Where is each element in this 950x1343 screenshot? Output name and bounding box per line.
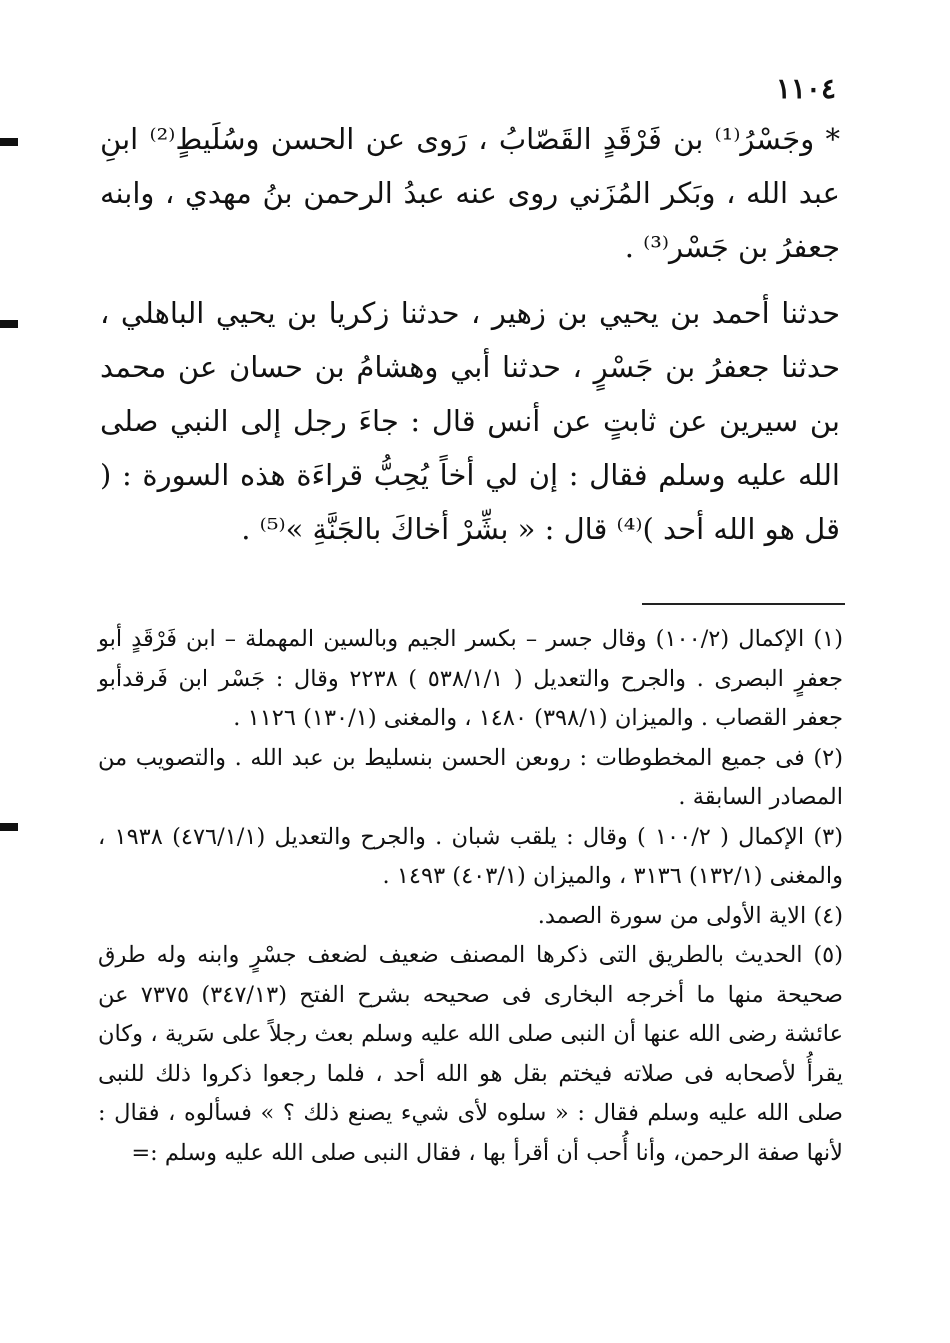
footnote-4: (٤) الاية الأولى من سورة الصمد. xyxy=(537,902,843,929)
scan-edge-mark xyxy=(0,320,18,328)
narrator-entry: * وجَسْرُ⁽¹⁾ بن فَرْقَدٍ القَصّابُ ، رَوى عن الحسن وسُلَيطٍ⁽²⁾ ابنِ عبد الله ، وبَكر المُزَني روى عنه عبدُ الرحمن بنُ مهدي ، وابنه جعفرُ بن جَسْر⁽³⁾ . xyxy=(100,122,840,264)
hadith-paragraph: حدثنا أحمد بن يحيي بن زهير ، حدثنا زكريا بن يحيي الباهلي ، حدثنا جعفرُ بن جَسْرٍ ، حدثنا أبي وهشامُ بن حسان عن محمد بن سيرين عن ثابتٍ عن أنس قال : جاءَ رجل إلى النبي صلى الله عليه وسلم فقال : إن لي أخاً يُحِبُّ قراءَة هذه السورة : ( قل هو الله أحد )⁽⁴⁾ قال : « بشِّرْ أخاكَ بالجَنَّةِ »⁽⁵⁾ . xyxy=(100,296,840,546)
footnotes xyxy=(98,620,843,1173)
footnote-1: (١) الإكمال (١٠٠/٢) وقال جسر – بكسر الجيم وبالسين المهملة – ابن فَرْقَدٍ أبو جعفرٍ البصرى . والجرح والتعديل ( ٥٣٨/١/١ ) ٢٢٣٨ وقال : جَسْر ابن فَرقدأبو جعفر القصاب . والميزان (٣٩٨/١) ١٤٨٠ ، والمغنى (١٣٠/١) ١١٢٦ . xyxy=(98,626,843,731)
main-text xyxy=(100,112,840,556)
footnote-2: (٢) فى جميع المخطوطات : روىعن الحسن بنسليط بن عبد الله . والتصويب من المصادر السابقة . xyxy=(98,744,843,810)
scan-edge-mark xyxy=(0,823,18,831)
page-number: ١١٠٤ xyxy=(775,72,836,105)
footnote-divider xyxy=(642,603,845,605)
scan-edge-mark xyxy=(0,138,18,146)
footnote-3: (٣) الإكمال ( ١٠٠/٢ ) وقال : يلقب شبان . والجرح والتعديل (٤٧٦/١/١) ١٩٣٨ ، والمغنى (١٣٢/١) ٣١٣٦ ، والميزان (٤٠٣/١) ١٤٩٣ . xyxy=(98,823,844,889)
footnote-5: (٥) الحديث بالطريق التى ذكرها المصنف ضعيف لضعف جسْرٍ وابنه وله طرق صحيحة منها ما أخرجه البخارى فى صحيحه بشرح الفتح (٣٤٧/١٣) ٧٣٧٥ عن عائشة رضى الله عنها أن النبى صلى الله عليه وسلم بعث رجلاً على سَرية ، وكان يقرأُ لأصحابه فى صلاته فيختم بقل هو الله أحد ، فلما رجعوا ذكروا ذلك للنبى صلى الله عليه وسلم فقال : « سلوه لأى شيء يصنع ذلك ؟ » فسألوه ، فقال : لأنها صفة الرحمن، وأنا أُحب أن أقرأ بها ، فقال النبى صلى الله عليه وسلم := xyxy=(98,942,843,1166)
